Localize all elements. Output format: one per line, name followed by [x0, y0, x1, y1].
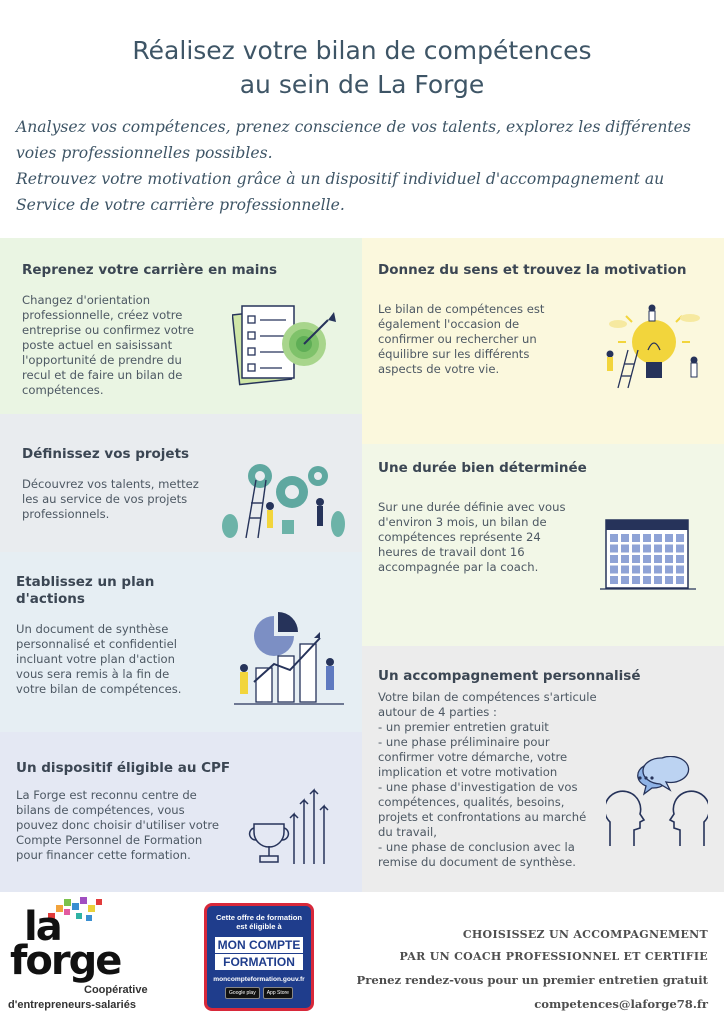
calendar-day-cell	[665, 545, 673, 553]
text-line: confirmer votre démarche, votre	[378, 750, 568, 764]
title-line-2: au sein de La Forge	[239, 70, 485, 99]
text-line: compétences représente 24	[378, 530, 541, 544]
calendar-day-cell	[665, 534, 673, 542]
calendar-day-cell	[632, 576, 640, 584]
cta-line-2: PAR UN COACH PROFESSIONNEL ET CERTIFIE	[399, 950, 708, 963]
card-accompagnement-title: Un accompagnement personnalisé	[378, 668, 641, 684]
cpf-eligibility-badge[interactable]	[204, 903, 314, 1011]
cta-line-1: CHOISISSEZ UN ACCOMPAGNEMENT	[462, 928, 708, 941]
text-line: Découvrez vos talents, mettez	[22, 477, 199, 491]
calendar-day-cell	[621, 576, 629, 584]
text-line: Le bilan de compétences est	[378, 302, 545, 316]
text-line: heures de travail dont 16	[378, 545, 525, 559]
title-line: d'actions	[16, 591, 85, 607]
text-line: Un document de synthèse	[16, 622, 169, 636]
text-line: projets et confrontations au marché	[378, 810, 587, 824]
calendar-day-cell	[654, 566, 662, 574]
logo-word-la: la	[24, 904, 61, 950]
text-line: recul et de faire un bilan de	[22, 368, 183, 382]
text-line: l'opportunité de prendre du	[22, 353, 182, 367]
text-line: professionnels.	[22, 507, 110, 521]
checklist-target-icon	[232, 298, 342, 390]
text-line: incluant votre plan d'action	[16, 652, 175, 666]
call-to-action	[308, 924, 708, 1016]
card-sens	[362, 238, 724, 444]
text-line: Votre bilan de compétences s'articule	[378, 690, 597, 704]
calendar-day-cell	[610, 555, 618, 563]
calendar-day-cell	[654, 555, 662, 563]
title-line-1: Réalisez votre bilan de compétences	[132, 36, 592, 65]
calendar-day-cell	[643, 566, 651, 574]
calendar-day-cell	[610, 576, 618, 584]
gears-people-icon	[220, 458, 348, 540]
subtitle-line-4: Service de votre carrière professionnelle.	[16, 196, 345, 214]
calendar-day-cell	[621, 545, 629, 553]
card-sens-text	[378, 302, 544, 377]
calendar-day-cell	[676, 545, 684, 553]
trophy-arrows-icon	[248, 784, 332, 868]
calendar-day-cell	[621, 555, 629, 563]
card-sens-title: Donnez du sens et trouvez la motivation	[378, 262, 687, 278]
calendar-day-cell	[676, 555, 684, 563]
calendar-day-cell	[632, 555, 640, 563]
text-line: - une phase d'investigation de vos	[378, 780, 578, 794]
text-line: professionnelle, créez votre	[22, 308, 183, 322]
text-line: implication et votre motivation	[378, 765, 558, 779]
contact-email[interactable]: competences@laforge78.fr	[534, 997, 708, 1011]
app-store-badges	[207, 987, 311, 999]
calendar-day-cell	[676, 534, 684, 542]
text-line: Changez d'orientation	[22, 293, 151, 307]
text-line: - une phase de conclusion avec la	[378, 840, 575, 854]
logo-caption-1: Coopérative	[84, 984, 148, 996]
text-line: Compte Personnel de Formation	[16, 833, 203, 847]
page-subtitle	[16, 114, 716, 218]
badge-mon: MON	[217, 938, 246, 952]
card-cpf-text	[16, 788, 219, 863]
card-accompagnement-text	[378, 690, 597, 870]
card-actions-title	[16, 574, 154, 608]
calendar-day-cell	[632, 566, 640, 574]
calendar-icon	[600, 516, 696, 592]
card-actions-text	[16, 622, 181, 697]
calendar-day-cell	[665, 566, 673, 574]
calendar-day-cell	[643, 534, 651, 542]
calendar-day-cell	[610, 545, 618, 553]
card-projets	[0, 414, 362, 552]
text-line: personnalisé et confidentiel	[16, 637, 177, 651]
laforge-logo	[8, 895, 178, 1015]
text-line: La Forge est reconnu centre de	[16, 788, 197, 802]
text-line: compétences, qualités, besoins,	[378, 795, 565, 809]
text-line: - une phase préliminaire pour	[378, 735, 550, 749]
card-duree-title: Une durée bien déterminée	[378, 460, 587, 476]
text-line: - un premier entretien gratuit	[378, 720, 549, 734]
card-cpf-title: Un dispositif éligible au CPF	[16, 760, 231, 776]
text-line: pour financer cette formation.	[16, 848, 191, 862]
card-carriere	[0, 238, 362, 414]
text-line: accompagnée par la coach.	[378, 560, 539, 574]
badge-url[interactable]: moncompteformation.gouv.fr	[213, 976, 305, 983]
text-line: entreprise ou confirmez votre	[22, 323, 195, 337]
card-projets-title: Définissez vos projets	[22, 446, 190, 462]
card-carriere-text	[22, 293, 194, 398]
calendar-day-cell	[654, 576, 662, 584]
calendar-day-cell	[643, 576, 651, 584]
card-duree	[362, 444, 724, 646]
calendar-day-cell	[676, 566, 684, 574]
lightbulb-people-icon	[598, 300, 706, 392]
calendar-day-cell	[632, 534, 640, 542]
calendar-day-cell	[643, 555, 651, 563]
subtitle-line-3: Retrouvez votre motivation grâce à un dispositif individuel d'accompagnement au	[16, 170, 665, 188]
calendar-day-cell	[621, 534, 629, 542]
logo-word-forge: forge	[10, 938, 121, 984]
text-line: compétences.	[22, 383, 104, 397]
text-line: votre bilan de compétences.	[16, 682, 182, 696]
text-line: confirmer ou rechercher un	[378, 332, 537, 346]
text-line: remise du document de synthèse.	[378, 855, 576, 869]
text-line: également l'occasion de	[378, 317, 520, 331]
text-line: équilibre sur les différents	[378, 347, 530, 361]
calendar-day-cell	[610, 534, 618, 542]
badge-compte: COMPTE	[249, 938, 301, 952]
text-line: d'environ 3 mois, un bilan de	[378, 515, 547, 529]
chart-people-icon	[234, 612, 344, 708]
text-line: bilans de compétences, vous	[16, 803, 185, 817]
app-store-badge[interactable]: App Store	[263, 987, 293, 999]
chat-heads-icon	[606, 756, 708, 848]
calendar-day-cell	[632, 545, 640, 553]
text-line: autour de 4 parties :	[378, 705, 497, 719]
card-projets-text	[22, 477, 199, 522]
badge-mon-compte	[215, 937, 303, 953]
badge-top-2: est éligible à	[236, 922, 282, 931]
calendar-day-cell	[610, 566, 618, 574]
title-line: Etablissez un plan	[16, 574, 155, 590]
cta-line-3: Prenez rendez-vous pour un premier entretien gratuit	[356, 973, 708, 987]
badge-top-1: Cette offre de formation	[215, 913, 303, 922]
google-play-badge[interactable]: Google play	[225, 987, 260, 999]
page-title	[0, 34, 724, 102]
calendar-day-cell	[676, 576, 684, 584]
calendar-day-cell	[665, 555, 673, 563]
calendar-day-cell	[621, 566, 629, 574]
text-line: pouvez donc choisir d'utiliser votre	[16, 818, 220, 832]
subtitle-line-1: Analysez vos compétences, prenez conscience de vos talents, explorez les différentes	[16, 118, 691, 136]
card-duree-text	[378, 500, 566, 575]
text-line: du travail,	[378, 825, 437, 839]
text-line: les au service de vos projets	[22, 492, 188, 506]
calendar-day-cell	[654, 534, 662, 542]
badge-formation: FORMATION	[215, 954, 303, 970]
subtitle-line-2: voies professionnelles possibles.	[16, 144, 273, 162]
calendar-day-cell	[654, 545, 662, 553]
card-accompagnement	[362, 646, 724, 892]
card-carriere-title: Reprenez votre carrière en mains	[22, 262, 278, 278]
card-actions	[0, 552, 362, 732]
text-line: aspects de votre vie.	[378, 362, 500, 376]
calendar-day-cell	[643, 545, 651, 553]
calendar-day-cell	[665, 576, 673, 584]
logo-caption-2: d'entrepreneurs-salariés	[8, 999, 136, 1011]
text-line: vous sera remis à la fin de	[16, 667, 170, 681]
card-cpf	[0, 732, 362, 892]
text-line: poste actuel en saisissant	[22, 338, 173, 352]
text-line: Sur une durée définie avec vous	[378, 500, 566, 514]
